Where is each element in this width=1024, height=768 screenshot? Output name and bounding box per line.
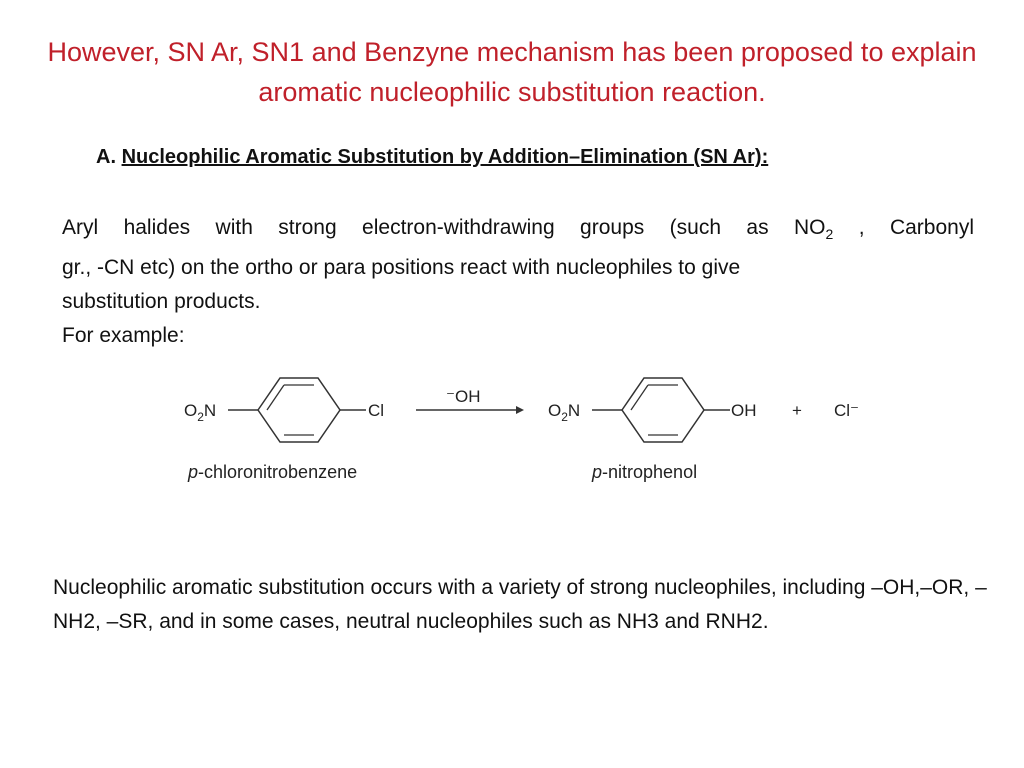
reactant-benzene-ring xyxy=(258,378,340,442)
product-nitro-group: $O_2N$ xyxy=(548,401,581,424)
product-benzene-ring xyxy=(622,378,704,442)
chloride-ion: Cl⁻ xyxy=(834,401,860,420)
reaction-arrow-head xyxy=(516,406,524,414)
intro-line-4: For example: xyxy=(62,324,185,348)
section-heading xyxy=(96,146,956,169)
reactant-chloro-group: Cl xyxy=(368,401,385,420)
intro-line-3: substitution products. xyxy=(62,290,261,314)
no2-subscript: 2 xyxy=(825,226,834,243)
reaction-scheme xyxy=(170,372,870,492)
section-heading-text: Nucleophilic Aromatic Substitution by Addition–Elimination (SN Ar): xyxy=(121,146,769,168)
product-name: p-nitrophenol xyxy=(592,462,698,482)
slide-title: However, SN Ar, SN1 and Benzyne mechanism has been proposed to explain aromatic nucleophilic substitution reaction. xyxy=(47,37,977,107)
intro-line-1-tail: , Carbonyl xyxy=(833,216,975,239)
product-hydroxyl-group: OH xyxy=(731,401,757,420)
intro-line-1 xyxy=(62,211,974,251)
intro-paragraph xyxy=(62,211,974,353)
section-prefix: A. xyxy=(96,146,116,168)
reactant-nitro-group: $O_2N$ xyxy=(184,401,217,424)
intro-line-1-text: Aryl halides with strong electron-withdrawing groups (such as NO xyxy=(62,216,826,239)
reagent-hydroxide: ⁻OH xyxy=(446,387,481,406)
nucleophiles-paragraph: Nucleophilic aromatic substitution occurs with a variety of strong nucleophiles, including –OH,–OR, –NH2, –SR, and in some cases, neutral nucleophiles such as NH3 and RNH2. xyxy=(53,576,987,633)
intro-line-2: gr., -CN etc) on the ortho or para positions react with nucleophiles to give xyxy=(62,256,741,280)
plus-sign: + xyxy=(792,401,802,420)
reactant-name: p-chloronitrobenzene xyxy=(188,462,358,482)
